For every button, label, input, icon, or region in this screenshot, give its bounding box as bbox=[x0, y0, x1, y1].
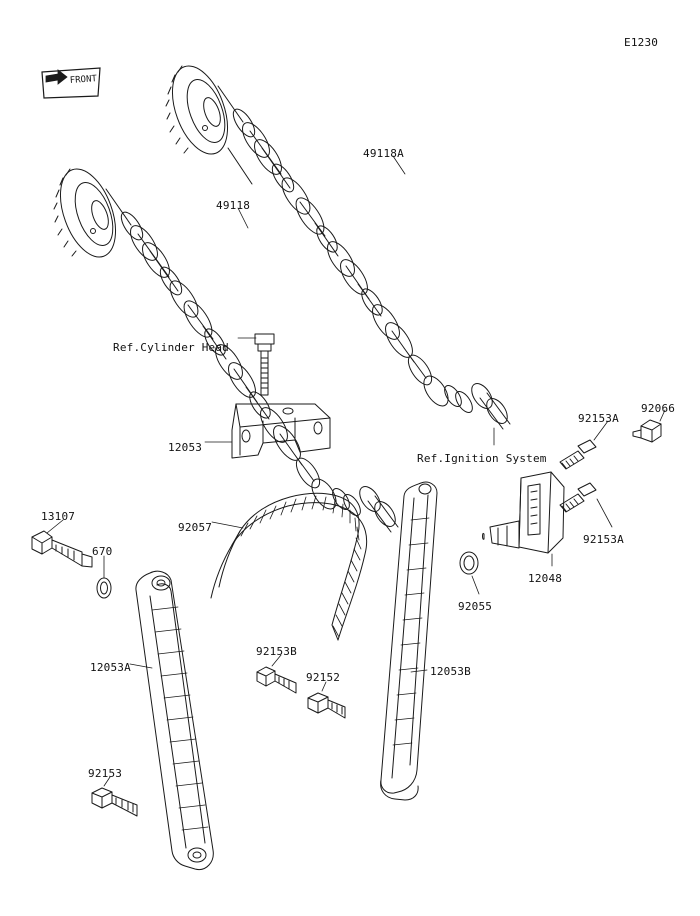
tensioner-bolt-lower bbox=[560, 483, 596, 512]
part-label-670: 670 bbox=[92, 545, 113, 558]
bolt-92153B bbox=[257, 667, 296, 693]
ref-ignition-system-label: Ref.Ignition System bbox=[417, 452, 547, 465]
part-label-49118A: 49118A bbox=[363, 147, 404, 160]
part-label-92153A-lower: 92153A bbox=[583, 533, 624, 546]
bolt-92153 bbox=[92, 788, 137, 816]
part-label-92057: 92057 bbox=[178, 521, 213, 534]
plug-nut-92066 bbox=[633, 420, 661, 442]
cam-chain bbox=[211, 493, 367, 640]
part-label-12053B: 12053B bbox=[430, 665, 471, 678]
bolt-92152 bbox=[308, 693, 345, 718]
chain-guide-left bbox=[136, 571, 213, 869]
shaft-13107 bbox=[32, 531, 92, 567]
part-label-92066: 92066 bbox=[641, 402, 676, 415]
o-ring-670 bbox=[97, 578, 111, 598]
part-label-92153B: 92153B bbox=[256, 645, 297, 658]
part-label-12053: 12053 bbox=[168, 441, 203, 454]
part-label-92153: 92153 bbox=[88, 767, 123, 780]
part-label-92055: 92055 bbox=[458, 600, 493, 613]
tensioner-bolt-upper bbox=[560, 440, 596, 469]
svg-text:FRONT: FRONT bbox=[69, 74, 98, 86]
camshaft-exhaust-assembly bbox=[162, 59, 512, 429]
part-label-49118: 49118 bbox=[216, 199, 251, 212]
chain-tensioner bbox=[483, 472, 565, 553]
part-label-92153A-upper: 92153A bbox=[578, 412, 619, 425]
diagram-code-label: E1230 bbox=[624, 36, 659, 49]
part-label-12048: 12048 bbox=[528, 572, 563, 585]
part-label-12053A: 12053A bbox=[90, 661, 131, 674]
o-ring-92055 bbox=[460, 552, 478, 574]
part-label-92152: 92152 bbox=[306, 671, 341, 684]
leader-lines bbox=[47, 156, 665, 786]
ref-cylinder-head-label: Ref.Cylinder Head bbox=[113, 341, 229, 354]
part-label-13107: 13107 bbox=[41, 510, 76, 523]
cylinder-head-bolt bbox=[255, 334, 274, 395]
